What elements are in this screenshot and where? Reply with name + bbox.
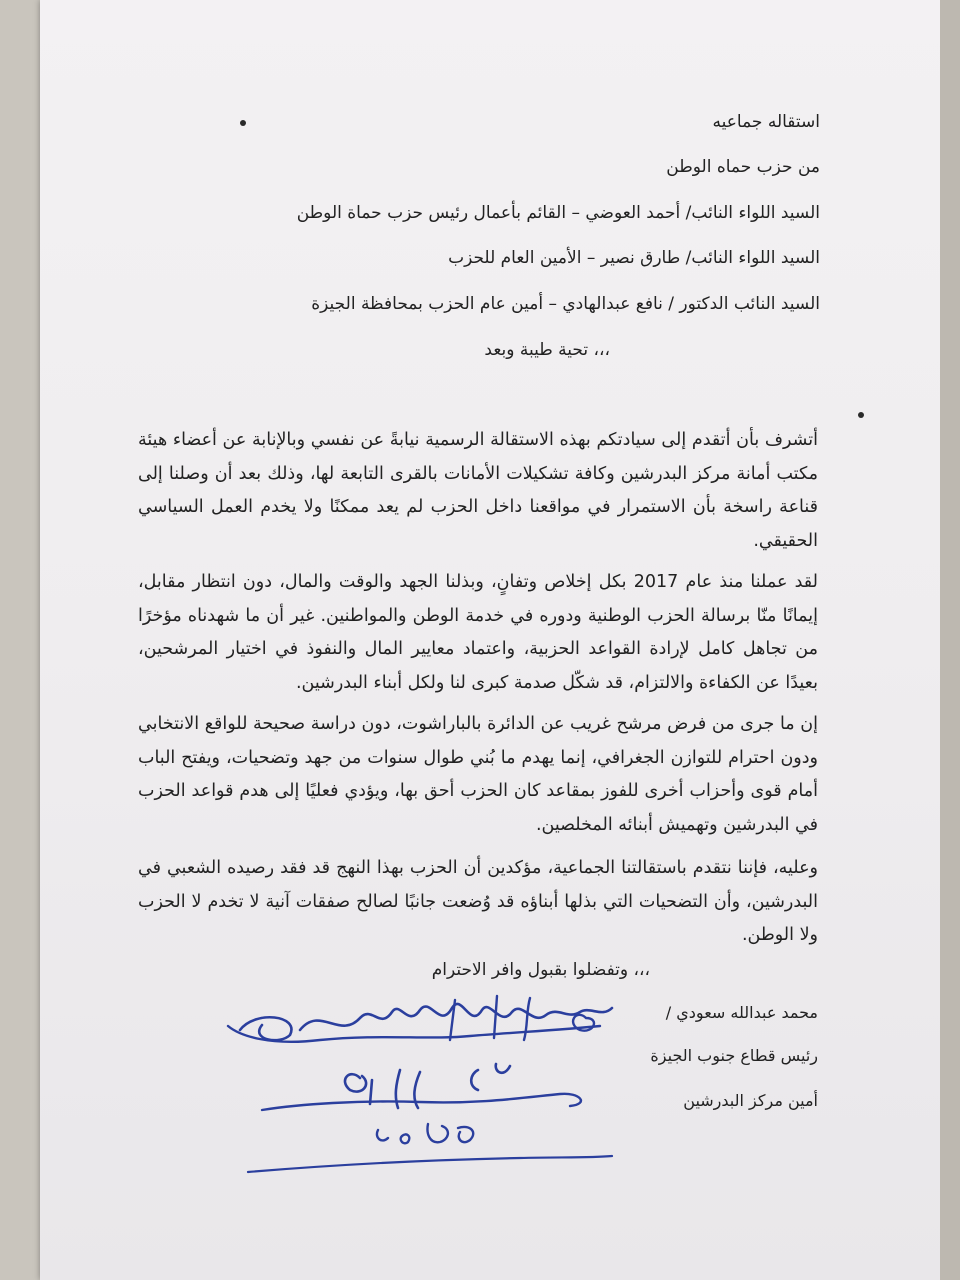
body-paragraph: وعليه، فإننا نتقدم باستقالتنا الجماعية، مؤكدين أن الحزب بهذا النهج قد فقد رصيده الشعبي في البدرشين، وأن التضحيات التي بذلها أبناؤه قد وُضعت جانبًا لصالح صفقات آنية لا تخدم لا الحزب ولا الوطن. [138,858,818,945]
body-paragraph: لقد عملنا منذ عام 2017 بكل إخلاص وتفانٍ، وبذلنا الجهد والوقت والمال، دون انتظار مقابل، إيمانًا منّا برسالة الحزب الوطنية ودوره في خدمة الوطن والمواطنين. غير أن ما شهدناه مؤخرًا من تجاهل كامل لإرادة القواعد الحزبية، واعتماد معايير المال والنفوذ في اختيار المرشحين، بعيدًا عن الكفاءة والالتزام، قد شكّل صدمة كبرى لنا ولكل أبناء البدرشين. [138,572,818,693]
recipient-line: السيد اللواء النائب/ أحمد العوضي – القائم بأعمال رئيس حزب حماة الوطن [296,203,820,223]
recipient-line: السيد النائب الدكتور / نافع عبدالهادي – أمين عام الحزب بمحافظة الجيزة [311,294,820,314]
background-edge [940,0,960,1280]
signatory-name: محمد عبدالله سعودي / [665,1003,818,1022]
body-paragraph: إن ما جرى من فرض مرشح غريب عن الدائرة بالباراشوت، دون دراسة صحيحة للواقع الانتخابي ودون احترام للتوازن الجغرافي، إنما يهدم ما بُني طوال سنوات من جهد وتضحيات، ويفتح الباب أمام قوى وأحزاب أخرى للفوز بمقاعد كان الحزب أحق بها، ويؤدي فعليًا إلى هدم قواعد الحزب في البدرشين وتهميش أبنائه المخلصين. [138,714,818,835]
signatory-office: أمين مركز البدرشين [683,1091,818,1110]
closing-line: ،،، وتفضلوا بقبول وافر الاحترام [431,960,650,980]
body-paragraph: أتشرف بأن أتقدم إلى سيادتكم بهذه الاستقالة الرسمية نيابةً عن نفسي وبالإنابة عن أعضاء هيئة مكتب أمانة مركز البدرشين وكافة تشكيلات الأمانات بالقرى التابعة لها، وذلك بعد أن وصلنا إلى قناعة راسخة بأن الاستمرار في مواقعنا داخل الحزب لم يعد ممكنًا ولا يخدم العمل السياسي الحقيقي. [138,430,818,551]
letter-from: من حزب حماه الوطن [666,157,820,177]
punch-hole-mark [240,120,246,126]
greeting: ،،، تحية طيبة وبعد [484,340,610,360]
punch-hole-mark [858,412,864,418]
signatory-role: رئيس قطاع جنوب الجيزة [650,1046,818,1065]
letter-title: استقاله جماعيه [712,112,820,132]
recipient-line: السيد اللواء النائب/ طارق نصير – الأمين العام للحزب [448,248,820,268]
